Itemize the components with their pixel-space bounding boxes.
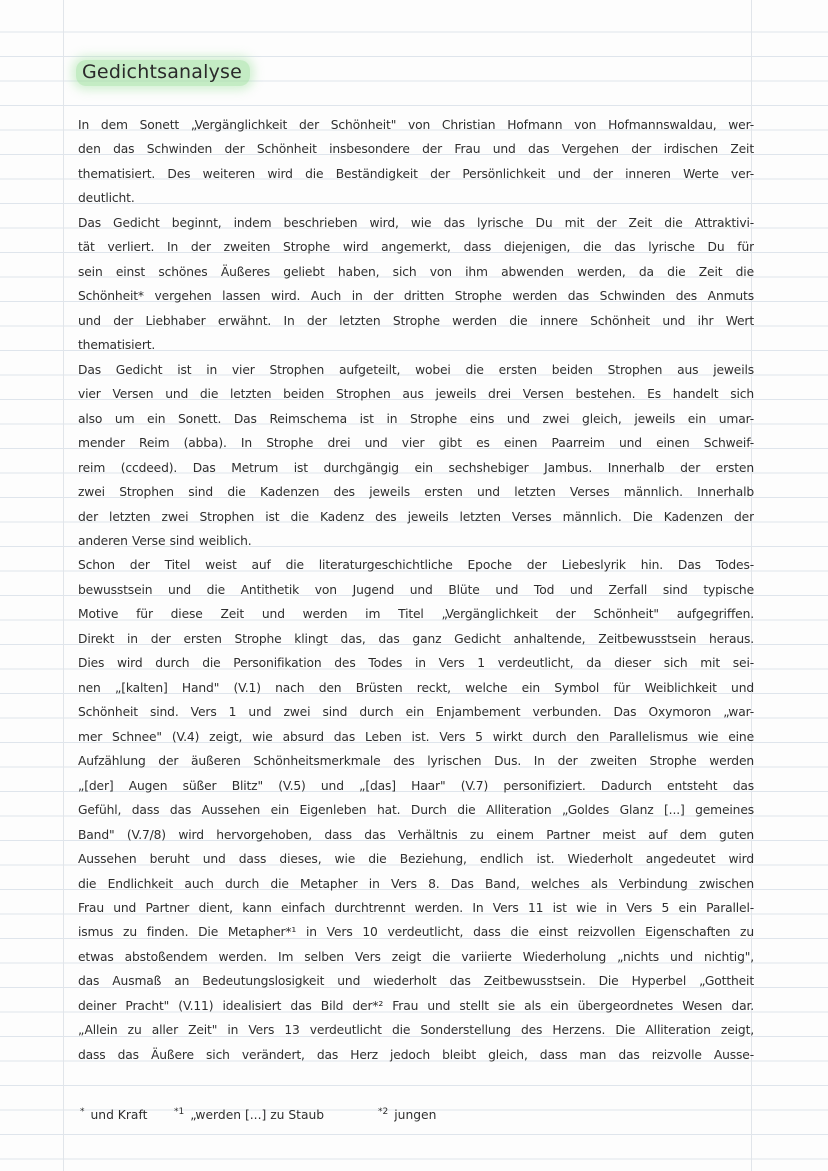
text-line: deutlicht.: [78, 191, 135, 206]
text-line: deiner Pracht" (V.11) idealisiert das Bild der*² Frau und stellt sie als ein übergeordnetes Wesen dar.: [78, 998, 754, 1013]
footnote-marker: *: [80, 1107, 85, 1117]
text-line: tät verliert. In der zweiten Strophe wird angemerkt, dass diejenigen, die das lyrische Du für: [78, 240, 754, 255]
text-line: sein einst schönes Äußeres geliebt haben, sich von ihm abwenden werden, da die Zeit die: [78, 264, 754, 279]
text-line: ismus zu finden. Die Metapher*¹ in Vers 10 verdeutlicht, dass die einst reizvollen Eigenschaften zu: [78, 925, 754, 940]
text-line: den das Schwinden der Schönheit insbesondere der Frau und das Vergehen der irdischen Zeit: [78, 142, 754, 157]
text-line: reim (ccdeed). Das Metrum ist durchgängig ein sechshebiger Jambus. Innerhalb der ersten: [78, 460, 754, 475]
text-line: bewusstsein und die Antithetik von Jugend und Blüte und Tod und Zerfall sind typische: [78, 582, 754, 597]
text-line: thematisiert. Des weiteren wird die Beständigkeit der Persönlichkeit und der inneren Werte ver-: [78, 166, 754, 181]
text-line: In dem Sonett „Vergänglichkeit der Schönheit" von Christian Hofmann von Hofmannswaldau, wer-: [78, 118, 754, 132]
text-line: also um ein Sonett. Das Reimschema ist in Strophe eins und zwei gleich, jeweils ein umar-: [78, 411, 754, 426]
text-line: das Ausmaß an Bedeutungslosigkeit und wiederholt das Zeitbewusstsein. Die Hyperbel „Gottheit: [78, 974, 754, 989]
text-line: Schönheit sind. Vers 1 und zwei sind durch ein Enjambement verbunden. Das Oxymoron „war-: [78, 705, 754, 720]
text-line: Motive für diese Zeit und werden im Titel „Vergänglichkeit der Schönheit" aufgegriffen.: [78, 607, 754, 622]
text-line: Aufzählung der äußeren Schönheitsmerkmale des lyrischen Dus. In der zweiten Strophe werden: [78, 754, 754, 769]
text-line: „Allein zu aller Zeit" in Vers 13 verdeutlicht die Sonderstellung des Herzens. Die Alliteration zeigt,: [78, 1023, 754, 1038]
text-line: der letzten zwei Strophen ist die Kadenz des jeweils letzten Verses männlich. Die Kadenzen der: [78, 509, 754, 524]
text-line: zwei Strophen sind die Kadenzen des jeweils ersten und letzten Verses männlich. Innerhalb: [78, 485, 754, 500]
text-line: Band" (V.7/8) wird hervorgehoben, dass das Verhältnis zu einem Partner meist auf dem guten: [78, 827, 754, 842]
text-line: Frau und Partner dient, kann einfach durchtrennt werden. In Vers 11 ist wie in Vers 5 ein Parallel-: [78, 901, 754, 915]
footnote: [80, 1107, 147, 1122]
footnote: [378, 1107, 436, 1122]
text-line: mer Schnee" (V.4) zeigt, wie absurd das Leben ist. Vers 5 wirkt durch den Parallelismus wie eine: [78, 729, 754, 744]
text-line: und der Liebhaber erwähnt. In der letzten Strophe werden die innere Schönheit und ihr Wert: [78, 313, 754, 328]
text-line: Das Gedicht beginnt, indem beschrieben wird, wie das lyrische Du mit der Zeit die Attraktivi-: [78, 215, 754, 230]
text-line: etwas abstoßendem werden. Im selben Vers zeigt die variierte Wiederholung „nichts und nichtig",: [78, 949, 754, 964]
text-line: mender Reim (abba). In Strophe drei und vier gibt es einen Paarreim und einen Schweif-: [78, 436, 754, 451]
footnote: [174, 1107, 324, 1122]
text-line: Schönheit* vergehen lassen wird. Auch in der dritten Strophe werden das Schwinden des Anmuts: [78, 289, 754, 304]
text-line: anderen Verse sind weiblich.: [78, 533, 252, 548]
text-line: „[der] Augen süßer Blitz" (V.5) und „[das] Haar" (V.7) personifiziert. Dadurch entsteht das: [78, 778, 754, 793]
footnote-marker: *1: [174, 1107, 185, 1117]
text-line: thematisiert.: [78, 338, 156, 353]
text-line: dass das Äußere sich verändert, das Herz jedoch bleibt gleich, dass man das reizvolle Ausse-: [78, 1047, 754, 1062]
text-line: Gefühl, dass das Aussehen ein Eigenleben hat. Durch die Alliteration „Goldes Glanz [...] gemeines: [78, 803, 754, 818]
text-line: Dies wird durch die Personifikation des Todes in Vers 1 verdeutlicht, da dieser sich mit sei-: [78, 656, 754, 671]
left-margin-line: [63, 0, 64, 1171]
text-line: vier Versen und die letzten beiden Strophen aus jeweils drei Versen bestehen. Es handelt sich: [78, 387, 754, 402]
text-line: Das Gedicht ist in vier Strophen aufgeteilt, wobei die ersten beiden Strophen aus jeweils: [78, 362, 754, 377]
analysis-text: [78, 113, 754, 1067]
text-line: Direkt in der ersten Strophe klingt das, das ganz Gedicht anhaltende, Zeitbewusstsein heraus.: [78, 631, 754, 646]
footnote-text: jungen: [394, 1108, 437, 1123]
footnote-marker: *2: [378, 1107, 389, 1117]
footnote-text: und Kraft: [90, 1108, 148, 1123]
text-line: Aussehen beruht und dass dieses, wie die Beziehung, endlich ist. Wiederholt angedeutet wird: [78, 852, 754, 867]
footnotes: [78, 1107, 754, 1131]
text-line: nen „[kalten] Hand" (V.1) nach den Brüsten reckt, welche ein Symbol für Weiblichkeit und: [78, 680, 754, 695]
text-line: Schon der Titel weist auf die literaturgeschichtliche Epoche der Liebeslyrik hin. Das Todes-: [78, 558, 754, 573]
footnote-text: „werden [...] zu Staub: [190, 1108, 325, 1123]
page-title: Gedichtsanalyse: [76, 60, 250, 86]
text-line: die Endlichkeit auch durch die Metapher in Vers 8. Das Band, welches als Verbindung zwischen: [78, 876, 754, 891]
